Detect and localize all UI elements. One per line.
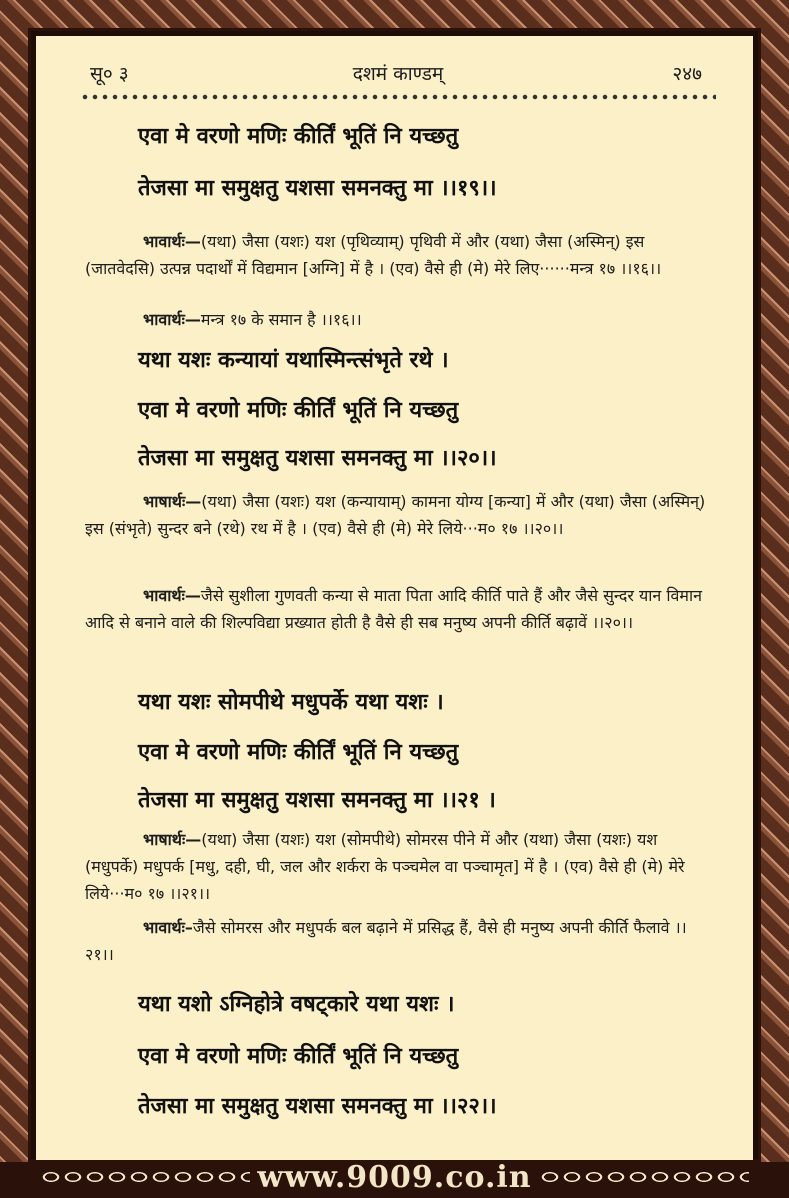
bhavarth-paragraph [85,228,707,282]
bhavarth-paragraph [85,582,707,636]
page-number: २४७ [672,63,702,85]
verse-line: एवा मे वरणो मणिः कीर्तिं भूतिं नि यच्छतु [138,739,459,765]
bhavarth-label: भावार्थः– [143,918,193,937]
verse-line: तेजसा मा समुक्षतु यशसा समनक्तु मा ।।२०।। [138,445,497,471]
verse-line: एवा मे वरणो मणिः कीर्तिं भूतिं नि यच्छतु [138,397,459,423]
sukta-number: सू० ३ [90,63,129,85]
bhavarth-text: मन्त्र १७ के समान है ।।१६।। [200,310,362,329]
verse-line: एवा मे वरणो मणिः कीर्तिं भूतिं नि यच्छतु [138,1043,459,1069]
bhavarth-text: जैसे सुशीला गुणवती कन्या से माता पिता आदि कीर्ति पाते हैं और जैसे सुन्दर यान विमान आदि से बनाने वाले की शिल्पविद्या प्रख्यात होती है वैसे ही सब मनुष्य अपनी कीर्ति बढ़ावें ।।२०।। [85,586,703,632]
verse-line: एवा मे वरणो मणिः कीर्तिं भूतिं नि यच्छतु [138,123,459,149]
page-header [80,60,716,90]
book-page [36,36,753,1160]
bhavarth-paragraph [85,914,707,968]
bhavarth-label: भाषार्थः— [143,492,202,511]
website-watermark: www.9009.co.in [257,1160,532,1195]
header-dotted-rule [80,92,716,102]
bhavarth-paragraph [85,488,707,542]
bhavarth-label: भावार्थः— [143,586,201,605]
verse-line: यथा यशो ऽग्निहोत्रे वषट्कारे यथा यशः । [138,991,455,1017]
kanda-title: दशमं काण्डम् [352,63,444,85]
bhavarth-paragraph [85,306,707,333]
verse-line: तेजसा मा समुक्षतु यशसा समनक्तु मा ।।२१ । [138,787,496,813]
verse-line: तेजसा मा समुक्षतु यशसा समनक्तु मा ।।२२।। [138,1093,497,1119]
bhavarth-text: (यथा) जैसा (यशः) यश (पृथिव्याम्) पृथिवी में और (यथा) जैसा (अस्मिन्) इस (जातवेदसि) उत्पन्न पदार्थों में विद्यमान [अग्नि] में है । (एव) वैसे ही (मे) मेरे लिए······मन्त्र १७ ।।१६।। [85,232,662,278]
bhavarth-text: (यथा) जैसा (यशः) यश (कन्यायाम्) कामना योग्य [कन्या] में और (यथा) जैसा (अस्मिन्) इस (संभृते) सुन्दर बने (रथे) रथ में है । (एव) वैसे ही (मे) मेरे लिये···म० १७ ।।२०।। [85,492,706,538]
verse-line: यथा यशः कन्यायां यथास्मिन्त्संभृते रथे । [138,347,449,373]
verse-line: यथा यशः सोमपीथे मधुपर्के यथा यशः । [138,689,444,715]
bhavarth-label: भावार्थः— [143,310,201,329]
bhavarth-paragraph [85,826,707,907]
bhavarth-text: जैसे सोमरस और मधुपर्क बल बढ़ाने में प्रसिद्ध हैं, वैसे ही मनुष्य अपनी कीर्ति फैलावे ।।२१।। [85,918,687,964]
bhavarth-label: भावार्थः— [143,232,201,251]
bhavarth-text: (यथा) जैसा (यशः) यश (सोमपीथे) सोमरस पीने में और (यथा) जैसा (यशः) यश (मधुपर्के) मधुपर्क [मधु, दही, घी, जल और शर्करा के पञ्चमेल वा पञ्चामृत] में है । (एव) वैसे ही (मे) मेरे लिये···म० १७ ।।२१।। [85,830,685,903]
verse-line: तेजसा मा समुक्षतु यशसा समनक्तु मा ।।१९।। [138,175,497,201]
bhavarth-label: भाषार्थः— [143,830,202,849]
